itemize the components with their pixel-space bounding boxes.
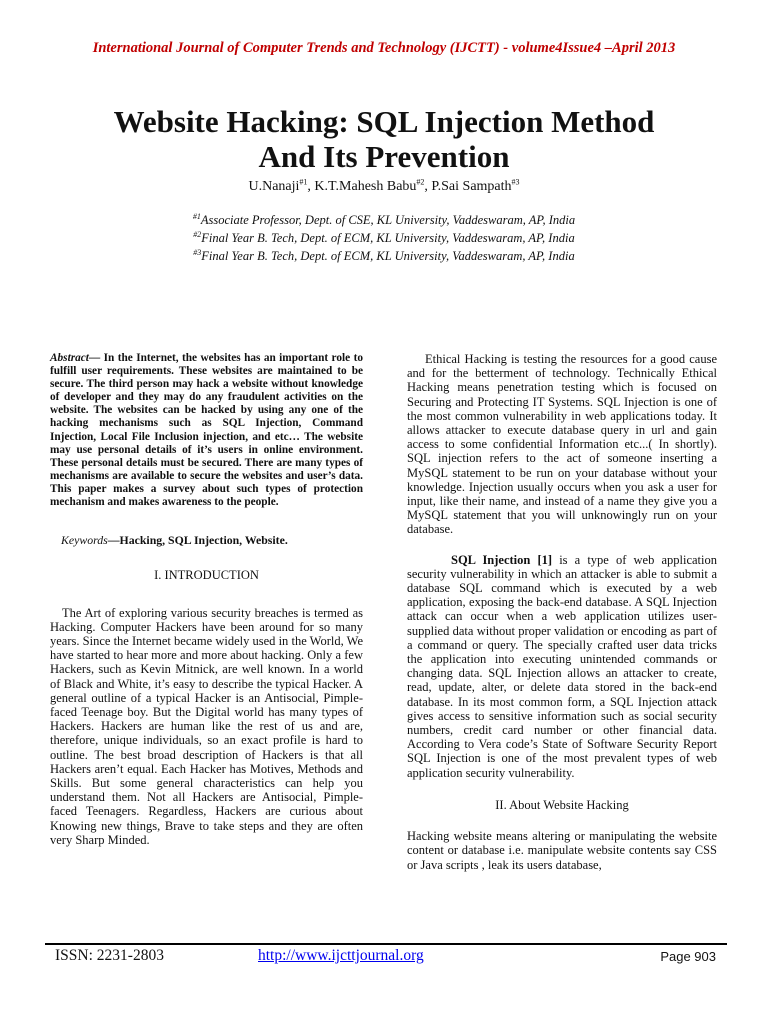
journal-header: International Journal of Computer Trends and Technology (IJCTT) - volume4Issue4 –April 2013 <box>92 40 676 56</box>
keywords-label: Keywords <box>61 533 108 548</box>
right-column <box>407 352 717 872</box>
sql-injection-text: is a type of web application security vulnerability in which an attacker is able to submit a database SQL command which is executed by a web application, exposing the back-end database. A SQL Injection attack can occur when a web application utilizes user-supplied data without proper validation or encoding as part of a command or query. The specially crafted user data tricks the application into executing unintended commands or changing data. SQL Injection allows an attacker to create, read, update, alter, or delete data stored in the back-end database. In its most common form, a SQL Injection attack gives access to sensitive information such as social security numbers, credit card number or other financial data. According to Vera code’s State of Software Security Report SQL Injection is one of the most prevalent types of web application security vulnerability. <box>407 552 717 780</box>
section-heading-introduction: I. INTRODUCTION <box>154 568 259 583</box>
sql-injection-paragraph <box>407 553 717 780</box>
author-list <box>0 179 768 195</box>
footer-divider <box>45 943 727 945</box>
affiliation-2: $^{\#2}$Final Year B. Tech, Dept. of ECM, KL University, Vaddeswaram, AP, India <box>193 229 575 245</box>
footer-journal-link[interactable]: http://www.ijcttjournal.org <box>258 947 424 964</box>
abstract <box>50 352 363 509</box>
title-line-1: Website Hacking: SQL Injection Method <box>113 104 655 139</box>
author-2: K.T.Mahesh Babu$^{\#2}$, <box>314 177 432 194</box>
author-3: P.Sai Sampath$^{\#3}$ <box>431 177 520 194</box>
section-heading-website-hacking: II. About Website Hacking <box>495 797 629 812</box>
affiliation-3: $^{\#3}$Final Year B. Tech, Dept. of ECM, KL University, Vaddeswaram, AP, India <box>193 247 575 263</box>
title-line-2: And Its Prevention <box>258 139 510 174</box>
abstract-text: — In the Internet, the websites has an important role to fulfill user requirements. These websites are maintained to be secure. The third person may hack a website without knowledge of developer and they may do any fraudulent activities on the website. The websites can be hacked by using any one of the hacking mechanisms such as SQL Injection, Command Injection, Local File Inclusion injection, and etc… The website may use personal details of it’s users in online environment. These personal details must be secured. There are many types of mechanisms are available to secure the websites and user’s data. This paper makes a survey about such types of protection mechanism and makes awareness to the people. <box>50 352 363 509</box>
ethical-hacking-paragraph: Ethical Hacking is testing the resources for a good cause and for the betterment of technology. Technically Ethical Hacking means penetration testing which is focused on Securing and Protecting IT Systems. SQL Injection is one of the most common vulnerability in web applications today. It allows attacker to execute database query in url and gain access to some confidential Information etc...( In shortly). SQL injection refers to the act of someone inserting a MySQL statement to be run on your database without your knowledge. Injection usually occurs when you ask a user for input, like their name, and instead of a name they give you a MySQL statement that you will unknowingly run on your database. <box>407 352 717 537</box>
footer-issn: ISSN: 2231-2803 <box>55 947 164 964</box>
intro-paragraph: The Art of exploring various security breaches is termed as Hacking. Computer Hackers have been around for so many years. Since the Internet became widely used in the World, We have started to hear more and more about hacking. Only a few Hackers, such as Kevin Mitnick, are well known. In a world of Black and White, it’s easy to describe the typical Hacker. A general outline of a typical Hacker is an Antisocial, Pimple-faced Teenage boy. But the Digital world has many types of Hackers. Hackers are human like the rest of us and are, therefore, unique individuals, so an exact profile is hard to outline. The best broad description of Hackers is that all Hackers aren’t equal. Each Hacker has Motives, Methods and Skills. But some general characteristics can help you understand them. Not all Hackers are Antisocial, Pimple- faced Teenagers. Regardless, Hackers are curious about Knowing new things, Brave to take steps and they are often very Sharp Minded. <box>50 605 363 847</box>
keywords <box>61 533 363 547</box>
abstract-label: Abstract <box>50 352 89 364</box>
website-hacking-paragraph: Hacking website means altering or manipulating the website content or database i.e. manipulate website contents say CSS or Java scripts , leak its users database, <box>407 829 717 872</box>
affiliations <box>0 211 768 265</box>
left-column <box>50 352 363 847</box>
keywords-text: —Hacking, SQL Injection, Website. <box>107 533 288 548</box>
footer-page-number: Page 903 <box>660 949 716 964</box>
sql-injection-lead: SQL Injection [1] <box>451 552 553 567</box>
paper-title <box>40 104 728 174</box>
affiliation-1: $^{\#1}$Associate Professor, Dept. of CSE, KL University, Vaddeswaram, AP, India <box>192 211 576 227</box>
author-1: U.Nanaji$^{\#1}$, <box>248 177 315 194</box>
